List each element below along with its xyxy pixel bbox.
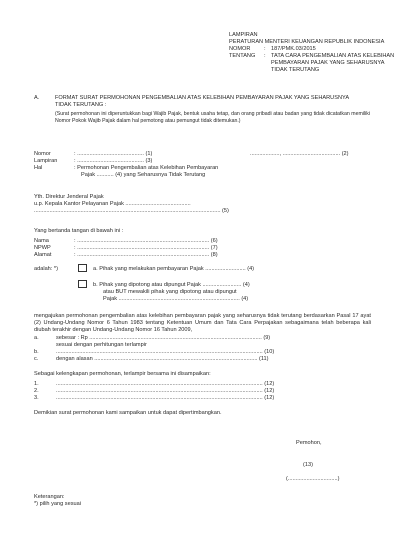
footer-keterangan: Keterangan: — [34, 494, 65, 500]
section-a-marker: A. — [34, 95, 40, 101]
signer-intro: Yang bertanda tangan di bawah ini : — [34, 228, 124, 234]
attachment-3-text: ..................................................................................................................................... (12) — [56, 395, 275, 401]
closing-sign-ref: (13) — [303, 462, 313, 468]
body-item-b-marker: b. — [34, 349, 39, 355]
body-item-a-text: sebesar : Rp ............................................................................................................... (9) — [56, 335, 271, 341]
body-paragraph: mengajukan permohonan pengembalian atas kelebihan pembayaran pajak yang seharusnya tidak terutang berdasarkan Pasal 17 ayat (2) Undang-Undang Nomor 6 Tahun 1983 tentang Ketentuan Umum dan Tata Cara Perpajakan sebagaimana telah beberapa kali diubah terakhir dengan Undang-Undang Nomor 16 Tahun 2009, — [34, 313, 371, 333]
footer-note: *) pilih yang sesuai — [34, 501, 81, 507]
signer-alamat-label: Alamat — [34, 252, 52, 258]
body-item-c-marker: c. — [34, 356, 39, 362]
signer-npwp-label: NPWP — [34, 245, 51, 251]
header-lampiran: LAMPIRAN — [229, 32, 258, 38]
section-a-note: (Surat permohonan ini diperuntukkan bagi Wajib Pajak, bentuk usaha tetap, dan orang pribadi atau badan yang tidak dicatatkan memiliki Nomor Pokok Wajib Pajak dalam hal pemotong atau pemungut tidak ditemukan.) — [55, 111, 370, 124]
header-nomor-label: NOMOR — [229, 46, 251, 52]
header-tentang-line1: TATA CARA PENGEMBALIAN ATAS KELEBIHAN — [271, 53, 395, 59]
attachment-3-marker: 3. — [34, 395, 39, 401]
header-tentang-sep: : — [264, 53, 266, 59]
option-a-checkbox[interactable] — [78, 264, 87, 272]
capacity-label: adalah: *) — [34, 266, 58, 272]
body-item-a-sub: sesuai dengan perhitungan terlampir — [56, 342, 147, 348]
addressee-line3: ........................................................................................................................ (5) — [34, 208, 229, 214]
closing-statement: Demikian surat permohonan kami sampaikan untuk dapat dipertimbangkan. — [34, 410, 222, 416]
addressee-line1: Yth. Direktur Jenderal Pajak — [34, 194, 104, 200]
body-item-b-text: ..................................................................................................................................... (10) — [56, 349, 275, 355]
closing-sign-name: (................................) — [286, 476, 340, 482]
meta-lampiran-label: Lampiran — [34, 158, 58, 164]
header-peraturan: PERATURAN MENTERI KEUANGAN REPUBLIK INDONESIA — [229, 39, 385, 45]
addressee-line2: u.p. Kepala Kantor Pelayanan Pajak .......................................... — [34, 201, 191, 207]
closing-pemohon: Pemohon, — [296, 440, 322, 446]
signer-nama-value: : ..................................................................................... (6) — [74, 238, 218, 244]
header-tentang-line3: TIDAK TERUTANG — [271, 67, 320, 73]
meta-hal-value-line1: : Permohonan Pengembalian atas Kelebihan Pembayaran — [74, 165, 219, 171]
option-b-text-line1: b. Pihak yang dipotong atau dipungut Pajak ......................... (4) — [93, 282, 250, 288]
meta-hal-value-line2: Pajak ........... (4) yang Seharusnya Tidak Terutang — [81, 172, 206, 178]
option-b-checkbox[interactable] — [78, 280, 87, 288]
body-item-a-marker: a. — [34, 335, 39, 341]
signer-nama-label: Nama — [34, 238, 49, 244]
header-tentang-line2: PEMBAYARAN PAJAK YANG SEHARUSNYA — [271, 60, 385, 66]
meta-nomor-label: Nomor — [34, 151, 51, 157]
section-a-title-line1: FORMAT SURAT PERMOHONAN PENGEMBALIAN ATAS KELEBIHAN PEMBAYARAN PAJAK YANG SEHARUSNYA — [55, 95, 350, 101]
section-a-title-line2: TIDAK TERUTANG : — [55, 102, 107, 108]
signer-npwp-value: : ..................................................................................... (7) — [74, 245, 218, 251]
attachments-intro: Sebagai kelengkapan permohonan, terlampir bersama ini disampaikan: — [34, 371, 211, 377]
meta-place-date: ..................., ..................................... (2) — [250, 151, 349, 157]
attachment-1-text: ..................................................................................................................................... (12) — [56, 381, 275, 387]
meta-hal-label: Hal — [34, 165, 43, 171]
meta-nomor-value: : ........................................... (1) — [74, 151, 153, 157]
header-nomor-value: 187/PMK.03/2015 — [271, 46, 316, 52]
attachment-2-text: ..................................................................................................................................... (12) — [56, 388, 275, 394]
meta-lampiran-value: : ........................................... (3) — [74, 158, 153, 164]
option-b-text-line2: atau BUT mewakili pihak yang dipotong atau dipungut — [103, 289, 237, 295]
header-nomor-sep: : — [264, 46, 266, 52]
attachment-2-marker: 2. — [34, 388, 39, 394]
option-b-text-line3: Pajak .............................................................................. (4) — [103, 296, 249, 302]
attachment-1-marker: 1. — [34, 381, 39, 387]
option-a-text: a. Pihak yang melakukan pembayaran Pajak .......................... (4) — [93, 266, 255, 272]
body-item-c-text: dengan alasan ......................................................................................................... (11) — [56, 356, 269, 362]
header-tentang-label: TENTANG — [229, 53, 256, 59]
signer-alamat-value: : ..................................................................................... (8) — [74, 252, 218, 258]
